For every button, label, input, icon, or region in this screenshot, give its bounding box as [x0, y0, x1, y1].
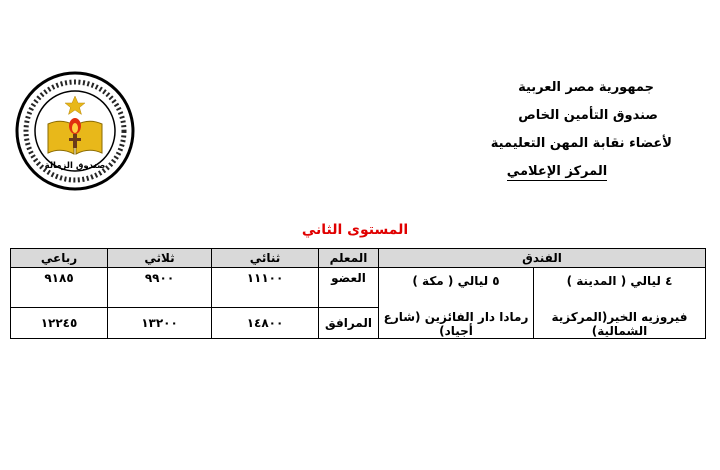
fund-logo: [14, 70, 136, 192]
price-member-triple: ٩٩٠٠: [108, 268, 212, 308]
role-member: العضو: [319, 268, 379, 308]
header-triple: ثلاثي: [108, 249, 212, 268]
hotel-medina-nights: ٤ ليالي ( المدينة ): [566, 274, 673, 288]
header-country: جمهورية مصر العربية: [518, 80, 654, 95]
price-member-double: ١١١٠٠: [212, 268, 319, 308]
price-companion-quad: ١٢٢٤٥: [11, 308, 108, 339]
header-double: ثنائي: [212, 249, 319, 268]
header-syndicate: لأعضاء نقابة المهن التعليمية: [490, 136, 672, 151]
fund-logo-emblem: [14, 70, 136, 192]
hotel-medina-cell: [534, 268, 706, 339]
price-companion-double: ١٤٨٠٠: [212, 308, 319, 339]
header-fund-name: صندوق التأمين الخاص: [518, 108, 658, 123]
header-media-center: المركز الإعلامي: [506, 164, 608, 179]
role-companion: المرافق: [319, 308, 379, 339]
hotel-makkah-name: رمادا دار الفائزين (شارع أجياد): [383, 310, 529, 338]
hotel-medina-name: فيروزيه الخير(المركزية الشمالية): [551, 310, 688, 338]
table-row: [11, 268, 706, 308]
price-member-quad: ٩١٨٥: [11, 268, 108, 308]
logo-bottom-text: صندوق الزمالة: [44, 161, 106, 171]
header-hotel: الفندق: [379, 249, 706, 268]
institution-header: [412, 74, 672, 186]
price-table: [10, 248, 706, 339]
table-header-row: [11, 249, 706, 268]
header-teacher: المعلم: [319, 249, 379, 268]
hotel-makkah-nights: ٥ ليالي ( مكة ): [412, 274, 500, 288]
header-quad: رباعي: [11, 249, 108, 268]
hotel-makkah-cell: [379, 268, 534, 339]
price-companion-triple: ١٣٢٠٠: [108, 308, 212, 339]
section-title: المستوى الثاني: [301, 222, 409, 238]
